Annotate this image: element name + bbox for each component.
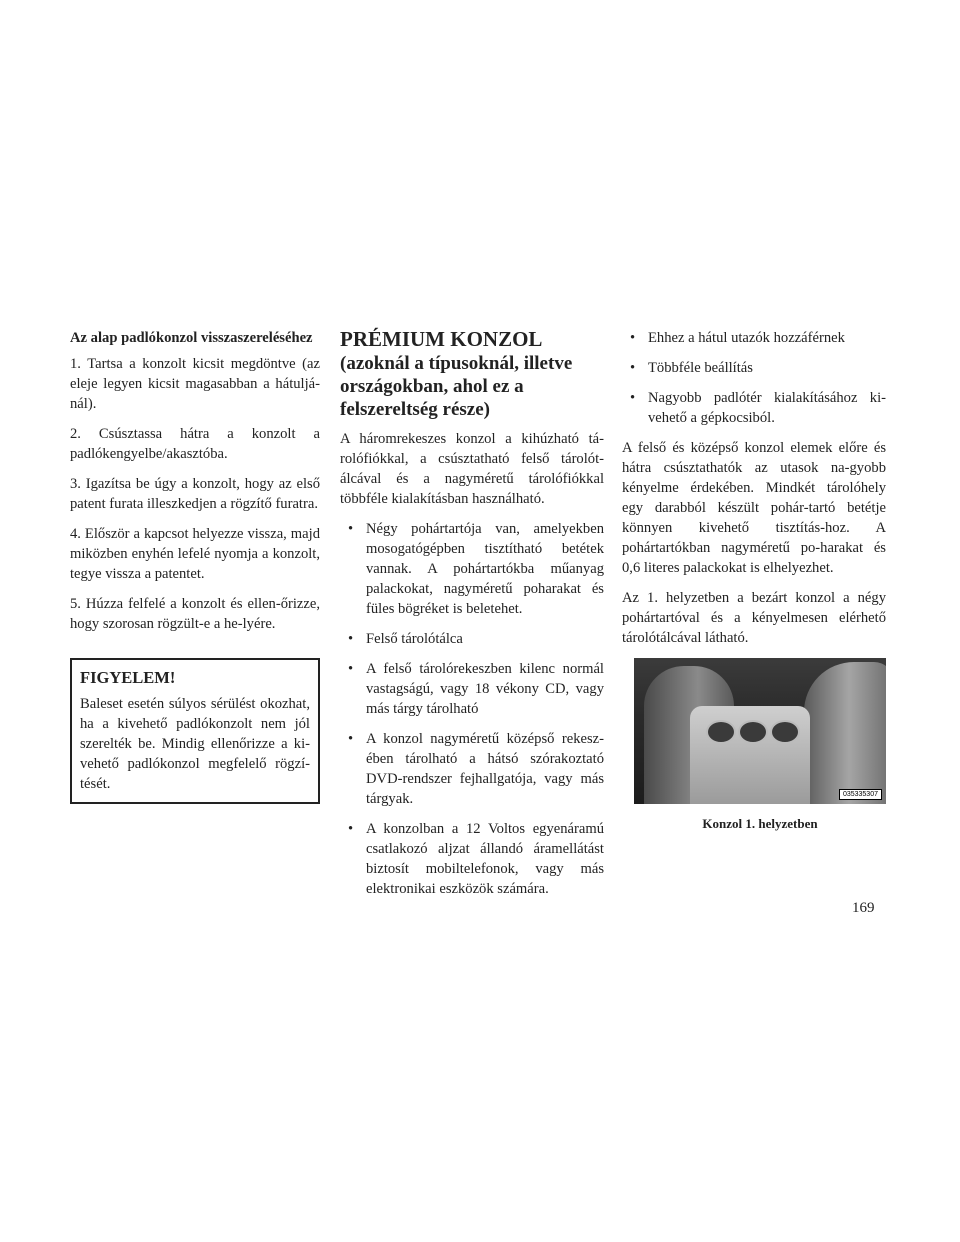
step-4: 4. Először a kapcsot helyezze vissza, majd miközben enyhén lefelé nyomja a konzolt, tegye vissza a patentet. [70,526,320,582]
warning-box [70,658,320,804]
section-title [340,328,604,421]
page-number: 169 [852,900,875,916]
body-paragraph: Az 1. helyzetben a bezárt konzol a négy pohártartóval és a kényelmesen elérhető tárolótálcával látható. [622,590,886,646]
cupholder-shape [770,720,800,744]
list-item: • Négy pohártartója van, amelyekben mosogatógépben tisztítható betétek vannak. A pohártartókba műanyag palackokat, nagyméretű poharakat és füles bögréket is beletehet. [340,519,604,619]
warning-title: FIGYELEM! [80,668,176,687]
list-item: • Ehhez a hátul utazók hozzáférnek [622,328,886,348]
step-2: 2. Csúsztassa hátra a konzolt a padlókengyelbe/akasztóba. [70,426,320,462]
console-photo [634,658,886,804]
right-seat-shape [804,662,886,804]
feature-list [340,519,604,899]
cupholder-shape [706,720,736,744]
intro-paragraph: A háromrekeszes konzol a kihúzható tá-rolófiókkal, a csúsztatható felső tárolót-álcával és a nagyméretű tárolófiókkal többféle kialakításban használható. [340,431,604,507]
cupholder-shape [738,720,768,744]
right-column [622,328,886,834]
list-item: • Felső tárolótálca [340,629,604,649]
step-1: 1. Tartsa a konzolt kicsit megdöntve (az eleje legyen kicsit magasabban a hátuljá-nál). [70,356,320,412]
list-item: • Nagyobb padlótér kialakításához ki-vehető a gépkocsiból. [622,388,886,428]
photo-caption: Konzol 1. helyzetben [702,816,818,831]
list-item: • A konzolban a 12 Voltos egyenáramú csatlakozó aljzat állandó áramellátást biztosít mobiltelefonok, vagy más elektronikai eszközök számára. [340,819,604,899]
list-item: • A konzol nagyméretű középső rekesz-ében tárolható a hátsó szórakoztató DVD-rendszer fejhallgatója, vagy más tárgyak. [340,729,604,809]
step-5: 5. Húzza felfelé a konzolt és ellen-őrizze, hogy szorosan rögzült-e a he-lyére. [70,596,320,632]
step-3: 3. Igazítsa be úgy a konzolt, hogy az első patent furata illeszkedjen a rögzítő furatra. [70,476,320,512]
list-item: • Többféle beállítás [622,358,886,378]
middle-column [340,328,604,909]
reinstall-heading: Az alap padlókonzol visszaszereléséhez [70,330,313,346]
body-paragraph: A felső és középső konzol elemek előre és hátra csúsztathatók az utasok na-gyobb kényelme érdekében. Mindkét tárolóhely egy darabból készült pohár-tartó betétje könnyen kivehető tisztítás-hoz. A pohártartókban nagyméretű po-harakat és 0,6 literes palackokat is elhelyezhet. [622,440,886,576]
section-title-sub: (azoknál a típusoknál, illetve országokban, ahol ez a felszereltség része) [340,353,573,420]
feature-list-continued [622,328,886,428]
photo-code: 035335307 [839,789,882,800]
list-item: • A felső tárolórekeszben kilenc normál vastagságú, vagy 18 vékony CD, vagy más tárgy tárolható [340,659,604,719]
section-title-main: PRÉMIUM KONZOL [340,327,543,351]
left-column [70,328,320,804]
warning-text: Baleset esetén súlyos sérülést okozhat, ha a kivehető padlókonzolt nem jól szerelték be. Mindig ellenőrizze a ki-vehető padlókonzol megfelelő rögzí-tését. [80,696,310,792]
